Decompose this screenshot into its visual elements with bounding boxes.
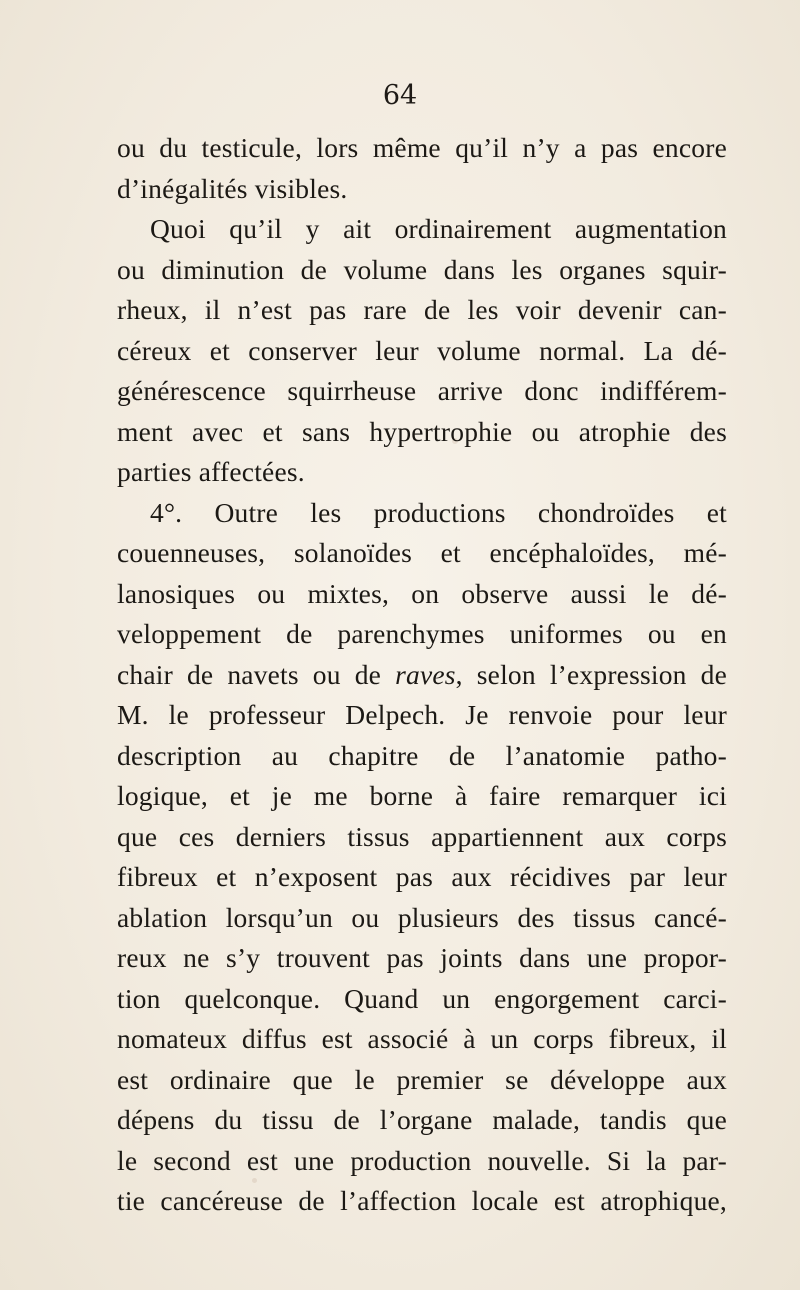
text-line: M. le professeur Delpech. Je renvoie pour leur [117, 699, 727, 730]
text-line: description au chapitre de l’anatomie patho- [117, 739, 727, 771]
body-text [117, 128, 727, 1222]
text-line: dépens du tissu de l’organe malade, tandis que [117, 1104, 727, 1135]
text-line: nomateux diffus est associé à un corps fibreux, il [117, 1023, 727, 1054]
text-line: tion quelconque. Quand un engorgement carci- [117, 982, 727, 1014]
text-line: lanosiques ou mixtes, on observe aussi le dé- [117, 577, 727, 609]
text-line: logique, et je me borne à faire remarquer ici [117, 780, 727, 811]
text-line: reux ne s’y trouvent pas joints dans une propor- [117, 942, 727, 973]
text-line-with-italic [117, 655, 727, 696]
text-line: fibreux et n’exposent pas aux récidives par leur [117, 861, 727, 892]
text-line: veloppement de parenchymes uniformes ou en [117, 618, 727, 649]
italic-word: raves [395, 658, 456, 690]
text-line: rheux, il n’est pas rare de les voir devenir can- [117, 294, 727, 325]
text-line: que ces derniers tissus appartiennent aux corps [117, 820, 727, 852]
text-line: Quoi qu’il y ait ordinairement augmentation [150, 213, 727, 244]
text-line: tie cancéreuse de l’affection locale est atrophique, [117, 1185, 727, 1216]
text-line: céreux et conserver leur volume normal. La dé- [117, 334, 727, 366]
text-line: ou du testicule, lors même qu’il n’y a pas encore [117, 132, 727, 163]
text-fragment: , selon l’expression de [455, 658, 727, 690]
text-line: 4°. Outre les productions chondroïdes et [150, 496, 727, 528]
text-line: est ordinaire que le premier se développe aux [117, 1063, 727, 1095]
text-line: ou diminution de volume dans les organes squir- [117, 253, 727, 285]
text-line: couenneuses, solanoïdes et encéphaloïdes, mé- [117, 537, 727, 568]
text-line: générescence squirrheuse arrive donc indifférem- [117, 375, 727, 406]
text-line: ablation lorsqu’un ou plusieurs des tissus cancé- [117, 901, 727, 933]
text-line: d’inégalités visibles. [117, 172, 348, 204]
text-fragment: chair de navets ou de [117, 658, 396, 690]
text-line: parties affectées. [117, 456, 305, 487]
text-line: le second est une production nouvelle. Si la par- [117, 1144, 727, 1176]
page-number: 64 [382, 80, 418, 111]
text-line: ment avec et sans hypertrophie ou atrophie des [117, 415, 727, 447]
